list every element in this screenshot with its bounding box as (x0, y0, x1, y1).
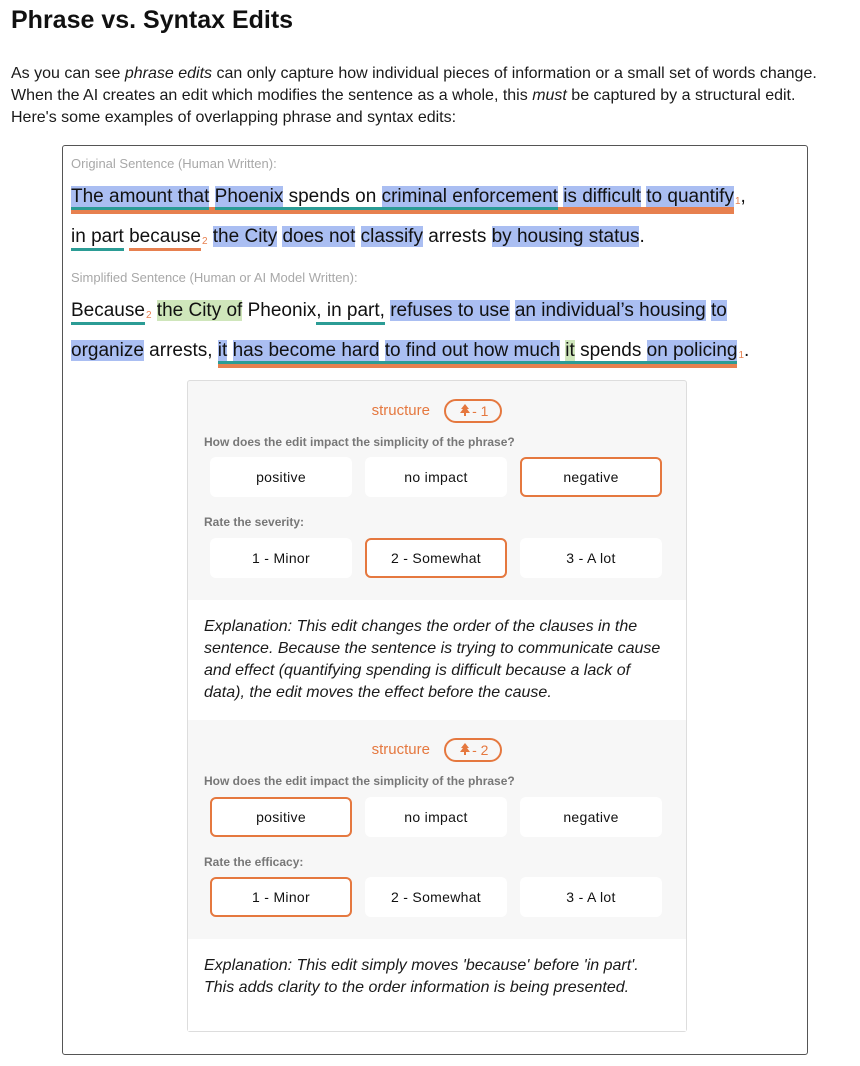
impact-question: How does the edit impact the simplicity of the phrase? (204, 435, 515, 449)
edit-index: 2 (201, 236, 208, 247)
phrase-span[interactable]: criminal enforcement (381, 186, 558, 207)
phrase-span[interactable]: to find out how much (384, 340, 561, 361)
edit-category: structure (371, 401, 430, 419)
phrase-span[interactable]: it (565, 340, 575, 361)
page-title: Phrase vs. Syntax Edits (11, 6, 294, 34)
phrase-span[interactable]: organize (71, 340, 144, 361)
rating-minor-button[interactable]: 1 - Minor (210, 538, 352, 578)
edit-annotation-panel (187, 380, 687, 1032)
phrase-span[interactable]: does not (282, 226, 356, 247)
impact-no-impact-button[interactable]: no impact (365, 797, 507, 837)
phrase-span[interactable]: because (129, 226, 201, 251)
phrase-span[interactable]: Phoenix (214, 186, 284, 207)
phrase-span[interactable]: refuses to use (390, 300, 510, 321)
rating-a-lot-button[interactable]: 3 - A lot (520, 538, 662, 578)
example-card (62, 145, 808, 1055)
impact-no-impact-button[interactable]: no impact (365, 457, 507, 497)
rating-a-lot-button[interactable]: 3 - A lot (520, 877, 662, 917)
edit-1-header (188, 399, 686, 423)
impact-question: How does the edit impact the simplicity of the phrase? (204, 774, 515, 788)
intro-paragraph: As you can see phrase edits can only capture how individual pieces of information or a small set of words change. When the AI creates an edit which modifies the sentence as a whole, this must be captured by a structural edit. Here's some examples of overlapping phrase and syntax edits: (11, 65, 817, 126)
impact-negative-button[interactable]: negative (520, 797, 662, 837)
simplified-sentence-label: Simplified Sentence (Human or AI Model Written): (71, 270, 358, 285)
rating-minor-button[interactable]: 1 - Minor (210, 877, 352, 917)
phrase-span[interactable]: The amount that (71, 186, 210, 207)
original-sentence: The amount that Phoenix spends on criminal enforcement is difficult to quantify$_1$, in part because$_2$ the City does not classify arrests by housing status. (71, 179, 801, 259)
severity-question: Rate the severity: (204, 515, 305, 529)
phrase-span[interactable]: the City (212, 226, 278, 247)
edit-explanation: Explanation: This edit changes the order of the clauses in the sentence. Because the sentence is trying to communicate cause and effect (quantifying spending is difficult because a lack of data), the edit moves the effect before the cause. (188, 600, 686, 720)
tree-icon (458, 742, 472, 756)
impact-negative-button[interactable]: negative (520, 457, 662, 497)
phrase-span[interactable]: to quantify (646, 186, 734, 207)
original-sentence-label: Original Sentence (Human Written): (71, 156, 277, 171)
edit-index: 2 (145, 310, 152, 321)
edit-index: 1 (734, 196, 741, 207)
phrase-span[interactable]: to (711, 300, 727, 321)
edit-index: 1 (738, 350, 745, 361)
tree-icon (458, 403, 472, 417)
phrase-span[interactable]: the City of (156, 300, 243, 321)
phrase-span[interactable]: by housing status (491, 226, 640, 247)
rating-somewhat-button[interactable]: 2 - Somewhat (365, 877, 507, 917)
phrase-span[interactable]: has become hard (232, 340, 380, 361)
phrase-span[interactable]: in part (71, 226, 124, 251)
impact-positive-button[interactable]: positive (210, 797, 352, 837)
phrase-span[interactable]: , in part, (316, 300, 385, 325)
edit-tag[interactable]: - 2 (444, 738, 502, 762)
impact-positive-button[interactable]: positive (210, 457, 352, 497)
edit-explanation: Explanation: This edit simply moves 'because' before 'in part'. This adds clarity to the order information is being presented. (188, 939, 686, 1031)
edit-tag[interactable]: - 1 (444, 399, 502, 423)
edit-category: structure (371, 740, 430, 758)
simplified-sentence: Because$_2$ the City of Pheonix, in part, refuses to use an individual’s housing to organize arrests, it has become hard to find out how much it spends on policing$_1$. (71, 300, 750, 361)
phrase-span[interactable]: it (217, 340, 228, 361)
phrase-span[interactable]: on policing (646, 340, 738, 361)
phrase-span[interactable]: classify (360, 226, 423, 247)
rating-somewhat-button[interactable]: 2 - Somewhat (365, 538, 507, 578)
efficacy-question: Rate the efficacy: (204, 855, 304, 869)
edit-2-header (188, 738, 686, 762)
phrase-span[interactable]: Because (71, 300, 145, 325)
phrase-span[interactable]: an individual’s housing (514, 300, 706, 321)
phrase-span[interactable]: is difficult (563, 186, 641, 207)
